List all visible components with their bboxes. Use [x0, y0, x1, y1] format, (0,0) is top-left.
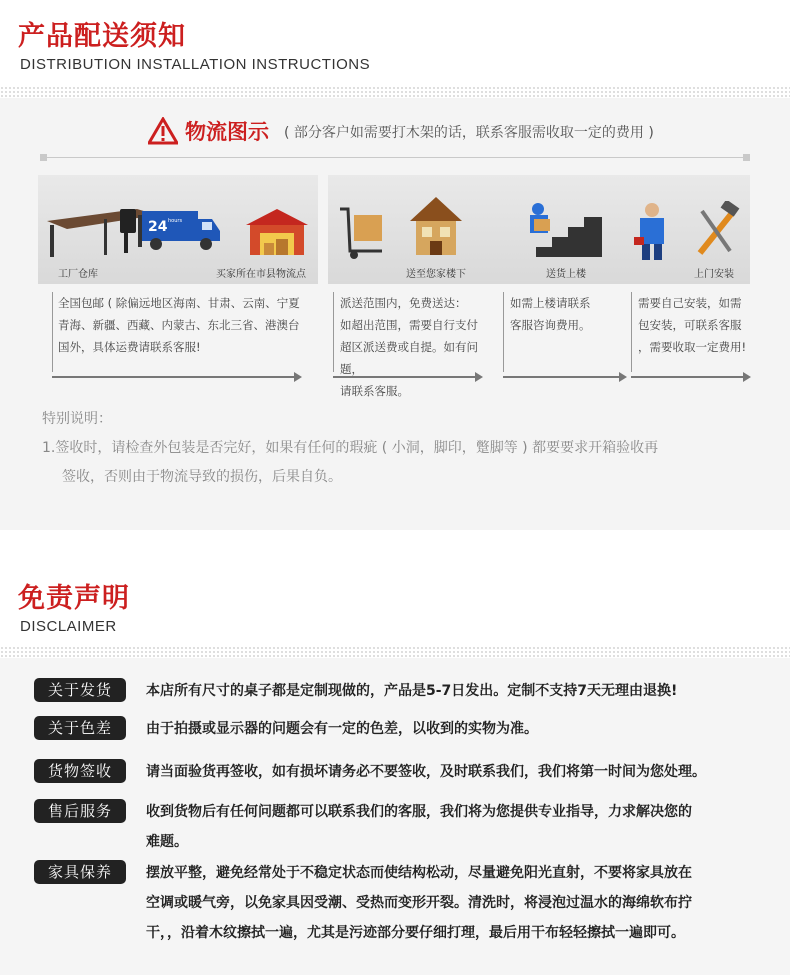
text-line: 青海、新疆、西藏、内蒙古、东北三省、港澳台 — [58, 318, 300, 332]
tag-aftersales: 售后服务 — [34, 799, 126, 823]
truck-icon — [140, 209, 222, 253]
house-icon — [408, 195, 464, 257]
text-care — [146, 858, 786, 948]
distribution-subtitle: DISTRIBUTION INSTALLATION INSTRUCTIONS — [20, 56, 371, 73]
text-line: 由于拍摄或显示器的问题会有一定的色差，以收到的实物为准。 — [146, 721, 538, 737]
notes-line-2: 签收，否则由于物流导致的损伤，后果自负。 — [62, 469, 342, 485]
text-line: 如需上楼请联系 — [510, 296, 591, 310]
text-line: 超区派送费或自提。如有问题， — [340, 340, 478, 376]
distribution-title: 产品配送须知 — [18, 21, 186, 52]
truck-label: 24 — [148, 219, 168, 235]
stage-text-2 — [340, 292, 500, 402]
disclaimer-title: 免责声明 — [18, 583, 130, 614]
disclaimer-subtitle: DISCLAIMER — [20, 618, 117, 635]
tools-icon — [692, 201, 742, 257]
column-bar-2 — [333, 292, 334, 372]
text-line: 本店所有尺寸的桌子都是定制现做的，产品是5-7日发出。定制不支持7天无理由退换! — [146, 683, 678, 699]
disclaimer-header — [0, 560, 790, 648]
stage-label-local-depot: 买家所在市县物流点 — [216, 269, 306, 280]
text-line: 派送范围内，免费送达： — [340, 296, 467, 310]
divider-band — [0, 646, 790, 658]
truck-sublabel: hours — [168, 218, 183, 224]
logistics-note: ( 部分客户如需要打木架的话，联系客服需收取一定的费用 ) — [284, 125, 654, 141]
text-line: ，需要收取一定费用! — [638, 340, 747, 354]
warning-divider — [40, 157, 750, 158]
logistics-title: 物流图示 — [185, 120, 269, 144]
text-shipping — [146, 676, 786, 706]
stage-panel-warehouse — [38, 175, 318, 284]
arrow-4 — [631, 376, 749, 378]
stage-text-3 — [510, 292, 628, 336]
stage-label-install: 上门安装 — [694, 269, 734, 280]
divider-band — [0, 86, 790, 98]
notes-title: 特别说明： — [42, 411, 112, 427]
warning-icon — [148, 117, 178, 145]
column-bar-4 — [631, 292, 632, 372]
tag-care: 家具保养 — [34, 860, 126, 884]
stage-text-4 — [638, 292, 788, 358]
text-line: 收到货物后有任何问题都可以联系我们的客服，我们将为您提供专业指导，力求解决您的 — [146, 804, 692, 820]
text-signoff — [146, 757, 786, 787]
text-line: 需要自己安装，如需 — [638, 296, 742, 310]
warehouse-icon — [244, 207, 310, 257]
text-color — [146, 714, 786, 744]
text-line: 请当面验货再签收，如有损坏请务必不要签收，及时联系我们，我们将第一时间为您处理。 — [146, 764, 706, 780]
text-line: 干，，沿着木纹擦拭一遍，尤其是污迹部分要仔细打理，最后用干布轻轻擦拭一遍即可。 — [146, 925, 685, 941]
notes-line-1: 1.签收时，请检查外包装是否完好，如果有任何的瑕疵 ( 小洞，脚印，蹩脚等 ) 都要要求开箱验收再 — [42, 440, 659, 456]
arrow-3 — [503, 376, 625, 378]
text-line: 包安装，可联系客服 — [638, 318, 742, 332]
tag-shipping: 关于发货 — [34, 678, 126, 702]
installer-icon — [632, 201, 672, 261]
text-aftersales — [146, 797, 786, 857]
stage-panel-delivery — [328, 175, 750, 284]
stage-label-upstairs: 送货上楼 — [546, 269, 586, 280]
stage-label-factory: 工厂仓库 — [58, 269, 98, 280]
stage-label-downstairs: 送至您家楼下 — [406, 269, 466, 280]
stairs-worker-icon — [516, 201, 606, 259]
text-line: 如超出范围，需要自行支付 — [340, 318, 478, 332]
text-line: 国外，具体运费请联系客服! — [58, 340, 201, 354]
arrow-2 — [333, 376, 481, 378]
column-bar-1 — [52, 292, 53, 372]
stage-text-1 — [58, 292, 320, 358]
text-line: 全国包邮 ( 除偏远地区海南、甘肃、云南、宁夏 — [58, 296, 300, 310]
column-bar-3 — [503, 292, 504, 372]
text-line: 摆放平整，避免经常处于不稳定状态而使结构松动，尽量避免阳光直射，不要将家具放在 — [146, 865, 692, 881]
logistics-warning — [0, 113, 790, 149]
arrow-1 — [52, 376, 300, 378]
text-line: 请联系客服。 — [340, 384, 409, 398]
text-line: 空调或暖气旁，以免家具因受潮、受热而变形开裂。清洗时，将浸泡过温水的海绵软布拧 — [146, 895, 692, 911]
text-line: 客服咨询费用。 — [510, 318, 591, 332]
text-line: 难题。 — [146, 834, 188, 850]
distribution-header — [0, 0, 790, 88]
handcart-icon — [334, 205, 388, 261]
tag-signoff: 货物签收 — [34, 759, 126, 783]
tag-color: 关于色差 — [34, 716, 126, 740]
